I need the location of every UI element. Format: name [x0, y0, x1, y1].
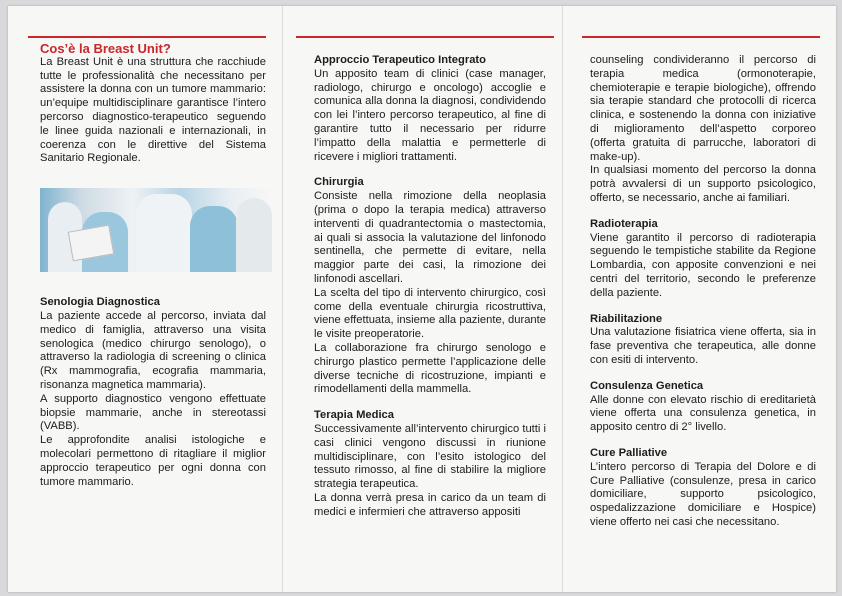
cure-palliative-paragraph: L’intero percorso di Terapia del Dolore e di Cure Palliative (consulenze, presa in carico domiciliare, supporto psicologico, ospedalizzazione domiciliare e Hospice) viene offerto nei casi che necessitano.	[590, 460, 816, 528]
page-title: Cos’è la Breast Unit?	[40, 41, 171, 56]
brochure-sheet	[8, 6, 836, 592]
fold-line-left	[282, 6, 283, 592]
terapia-paragraph-1: Successivamente all’intervento chirurgico tutti i casi clinici vengono discussi in riunione multidisciplinare, con l’esito istologico del tessuto rimosso, al fine di stabilire la migliore strategia terapeutica.	[314, 422, 546, 491]
chirurgia-paragraph-3: La collaborazione fra chirurgo senologo e chirurgo plastico permette l’applicazione delle diverse tecniche di ricostruzione, impianti e rimodellamenti della mammella.	[314, 341, 546, 396]
chirurgia-paragraph-1: Consiste nella rimozione della neoplasia (prima o dopo la terapia medica) attraverso interventi di quadrantectomia o mastectomia, ai quali si associa la valutazione del linfonodo sentinella, che permette di evitare, nella maggior parte dei casi, la rimozione dei linfonodi ascellari.	[314, 190, 546, 285]
column-left	[40, 42, 266, 489]
rule-col1	[28, 36, 266, 38]
riabilitazione-paragraph: Una valutazione fisiatrica viene offerta, sia in fase preventiva che terapeutica, alle donne con esiti di intervento.	[590, 326, 816, 366]
approccio-paragraph: Un apposito team di clinici (case manager, radiologo, chirurgo e oncologo) accoglie e comunica alla donna la diagnosi, condividendo con lei l’intero percorso terapeutico, al fine di garantire tutto il necessario per ridurre l’impatto della malattia e permetterle di ricevere i migliori trattamenti.	[314, 67, 546, 163]
intro-paragraph: La Breast Unit è una struttura che racchiude tutte le professionalità che necessitano per assistere la donna con un tumore mammario: un’equipe multidisciplinare garantisce l’intero percorso diagnostico-terapeutico seguendo le linee guida nazionali e internazionali, in coerenza con le direttive del Sistema Sanitario Regionale.	[40, 55, 266, 165]
medical-team-photo	[40, 188, 272, 272]
chirurgia-heading: Chirurgia	[314, 176, 364, 189]
terapia-paragraph-2: La donna verrà presa in carico da un team di medici e infermieri che attraverso appositi	[314, 491, 546, 518]
senologia-paragraph-1: La paziente accede al percorso, inviata dal medico di famiglia, attraverso una visita senologica (medico chirurgo senologo), o attraverso la radiologia di screening o clinica (Rx mammografia, ecografia mammaria, risonanza magnetica mammaria).	[40, 309, 266, 391]
terapia-continued-paragraph: counseling condivideranno il percorso di terapia medica (ormonoterapie, chemioterapie e terapie biologiche), offrendo sia terapie standard che protocolli di ricerca clinica, e sostenendo la donna con iniziative di miglioramento dell’aspetto corporeo (offerta gratuita di parrucche, laboratori di make-up).	[590, 54, 816, 163]
riabilitazione-heading: Riabilitazione	[590, 312, 663, 325]
genetica-heading: Consulenza Genetica	[590, 379, 704, 392]
rule-col2	[296, 36, 554, 38]
senologia-heading: Senologia Diagnostica	[40, 296, 160, 309]
fold-line-right	[562, 6, 563, 592]
radioterapia-paragraph: Viene garantito il percorso di radioterapia seguendo le tempistiche stabilite da Regione Lombardia, con apposite convenzioni e nei centri del territorio, secondo le preferenze della paziente.	[590, 231, 816, 299]
approccio-heading: Approccio Terapeutico Integrato	[314, 54, 486, 66]
genetica-paragraph: Alle donne con elevato rischio di ereditarietà viene offerta una consulenza genetica, in apposito centro di 2° livello.	[590, 393, 816, 434]
radioterapia-heading: Radioterapia	[590, 217, 658, 230]
senologia-paragraph-2: A supporto diagnostico vengono effettuate biopsie mammarie, anche in stereotassi (VABB).	[40, 392, 266, 433]
cure-palliative-heading: Cure Palliative	[590, 446, 668, 459]
senologia-paragraph-3: Le approfondite analisi istologiche e molecolari permettono di ritagliare il miglior approccio terapeutico per ogni donna con tumore mammario.	[40, 434, 266, 488]
column-middle	[314, 54, 546, 520]
chirurgia-paragraph-2: La scelta del tipo di intervento chirurgico, così come della eventuale chirurgia ricostruttiva, viene effettuata, insieme alla paziente, durante le visite preoperatorie.	[314, 286, 546, 341]
terapia-heading: Terapia Medica	[314, 409, 394, 422]
supporto-psicologico-paragraph: In qualsiasi momento del percorso la donna potrà avvalersi di un supporto psicologico, offerto, se necessario, anche ai familiari.	[590, 164, 816, 204]
column-right	[590, 54, 816, 530]
rule-col3	[582, 36, 820, 38]
